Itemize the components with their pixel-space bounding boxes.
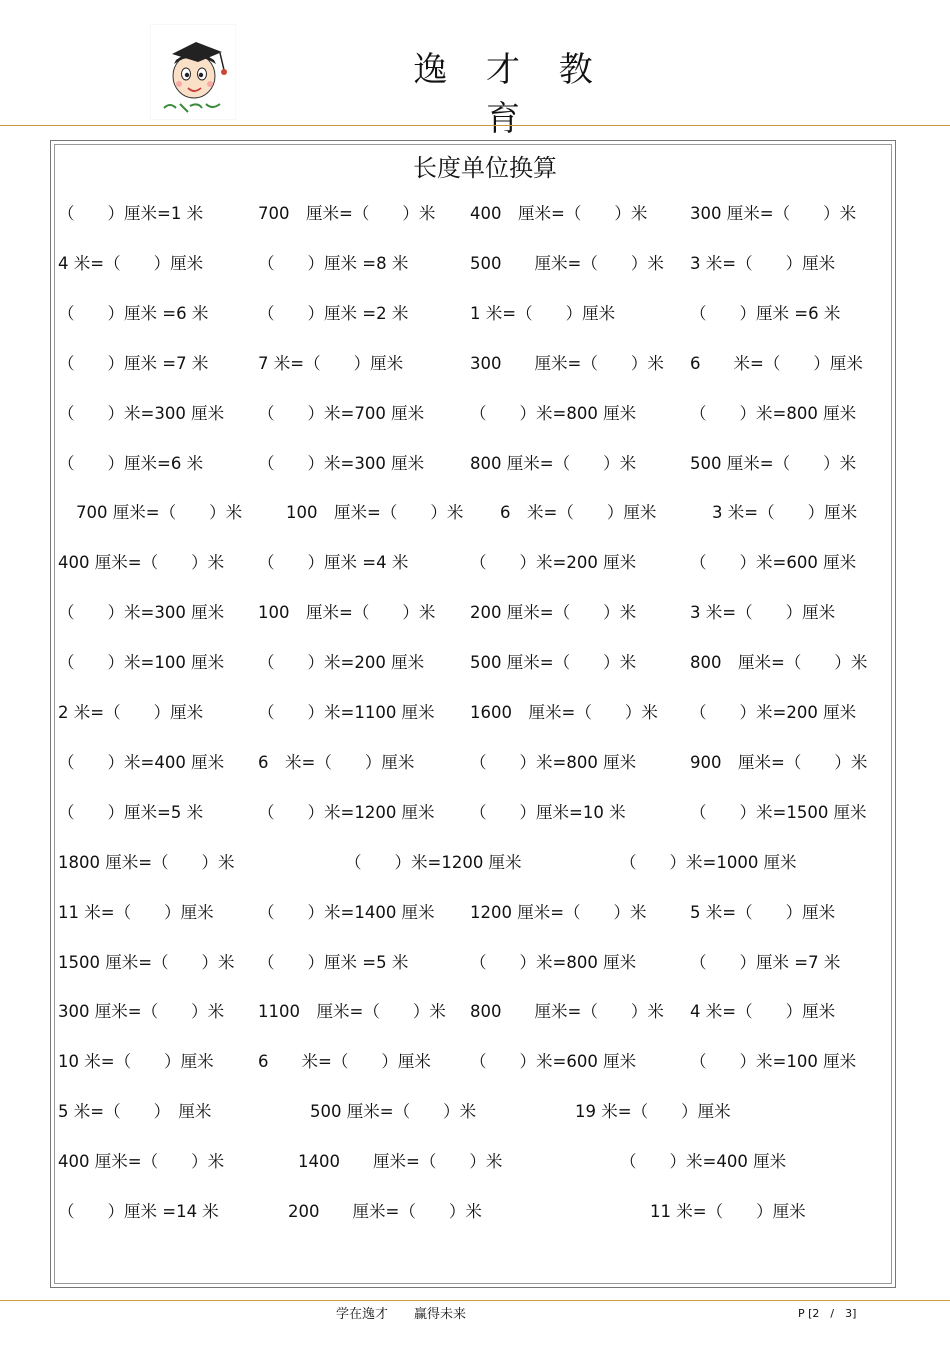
exercise-item: 300 厘米=（ ）米 — [470, 353, 664, 373]
exercise-item: （ ）厘米=5 米 — [58, 802, 204, 822]
exercise-item: （ ）米=700 厘米 — [258, 403, 425, 423]
exercise-item: 6 米=（ ）厘米 — [690, 353, 863, 373]
exercise-item: （ ）厘米=6 米 — [58, 453, 204, 473]
exercise-row — [0, 351, 950, 377]
exercise-row — [0, 550, 950, 576]
exercise-item: 200 厘米=（ ）米 — [288, 1202, 482, 1221]
exercise-item: （ ）米=1200 厘米 — [258, 802, 435, 822]
exercise-row — [0, 700, 950, 726]
exercise-item: （ ）米=1000 厘米 — [620, 852, 797, 872]
exercise-item: 6 米=（ ）厘米 — [258, 1052, 431, 1072]
exercise-item: 500 厘米=（ ）米 — [690, 453, 857, 473]
exercise-item: （ ）厘米 =14 米 — [58, 1202, 219, 1221]
exercise-row — [0, 650, 950, 676]
exercise-item: （ ）米=800 厘米 — [470, 403, 637, 423]
exercise-item: （ ）米=200 厘米 — [470, 553, 637, 573]
exercise-item: 500 厘米=（ ）米 — [470, 653, 637, 673]
exercise-row — [0, 800, 950, 826]
exercise-row — [0, 750, 950, 776]
exercise-item: 1 米=（ ）厘米 — [470, 303, 616, 323]
exercise-item: 500 厘米=（ ）米 — [470, 253, 664, 273]
exercise-row — [0, 500, 950, 526]
exercise-row — [0, 600, 950, 626]
exercise-item: （ ）米=600 厘米 — [470, 1052, 637, 1072]
exercise-row — [0, 1049, 950, 1075]
exercise-item: （ ）厘米 =2 米 — [258, 303, 409, 323]
exercise-item: 6 米=（ ）厘米 — [500, 503, 657, 523]
logo — [150, 24, 236, 120]
exercise-item: （ ）厘米 =7 米 — [58, 353, 209, 373]
exercise-item: （ ）厘米 =6 米 — [58, 303, 209, 323]
exercise-item: 300 厘米=（ ）米 — [690, 204, 857, 223]
exercise-item: （ ）米=300 厘米 — [58, 603, 225, 623]
exercise-row — [0, 1149, 950, 1175]
exercise-row — [0, 201, 950, 227]
exercise-row — [0, 999, 950, 1025]
exercise-item: （ ）米=100 厘米 — [58, 653, 225, 673]
exercise-row — [0, 1199, 950, 1225]
exercise-item: 4 米=（ ）厘米 — [690, 1002, 836, 1022]
brand-title: 逸 才 教 育 — [413, 50, 607, 139]
exercise-item: （ ）米=800 厘米 — [470, 952, 637, 972]
exercise-item: 3 米=（ ）厘米 — [690, 253, 836, 273]
exercise-item: 11 米=（ ）厘米 — [58, 902, 214, 922]
exercise-item: 5 米=（ ） 厘米 — [58, 1102, 212, 1122]
worksheet-title: 长度单位换算 — [413, 154, 557, 182]
exercise-item: 100 厘米=（ ）米 — [258, 603, 436, 623]
exercise-item: 400 厘米=（ ）米 — [58, 553, 225, 573]
exercise-item: （ ）厘米 =8 米 — [258, 253, 409, 273]
exercise-item: （ ）米=200 厘米 — [690, 703, 857, 722]
exercise-item: （ ）厘米=10 米 — [470, 802, 626, 822]
exercise-item: 1800 厘米=（ ）米 — [58, 852, 235, 872]
exercise-item: 7 米=（ ）厘米 — [258, 353, 404, 373]
exercise-row — [0, 950, 950, 976]
exercise-item: （ ）厘米 =5 米 — [258, 952, 409, 972]
footer-slogan: 学在逸才 赢得未来 — [336, 1307, 467, 1322]
exercise-item: 5 米=（ ）厘米 — [690, 902, 836, 922]
exercise-item: 700 厘米=（ ）米 — [258, 204, 436, 223]
exercise-item: 1400 厘米=（ ）米 — [298, 1152, 503, 1172]
exercise-item: 100 厘米=（ ）米 — [286, 503, 464, 523]
exercise-item: 400 厘米=（ ）米 — [470, 204, 648, 223]
exercise-item: 10 米=（ ）厘米 — [58, 1052, 214, 1072]
exercise-item: （ ）米=1500 厘米 — [690, 802, 867, 822]
exercise-row — [0, 301, 950, 327]
exercise-row — [0, 401, 950, 427]
exercise-item: （ ）米=1400 厘米 — [258, 902, 435, 922]
exercise-row — [0, 1099, 950, 1125]
exercise-item: （ ）米=800 厘米 — [690, 403, 857, 423]
exercise-item: （ ）米=100 厘米 — [690, 1052, 857, 1072]
exercise-item: （ ）米=300 厘米 — [58, 403, 225, 423]
exercise-item: 2 米=（ ）厘米 — [58, 703, 204, 722]
footer-rule — [0, 1300, 950, 1301]
exercise-item: 500 厘米=（ ）米 — [310, 1102, 477, 1122]
exercise-item: （ ）米=800 厘米 — [470, 752, 637, 772]
exercise-item: 19 米=（ ）厘米 — [575, 1102, 731, 1122]
exercise-item: 1500 厘米=（ ）米 — [58, 952, 235, 972]
exercise-item: （ ）米=400 厘米 — [620, 1152, 787, 1172]
exercise-item: （ ）厘米 =4 米 — [258, 553, 409, 573]
exercise-item: 800 厘米=（ ）米 — [690, 653, 868, 673]
exercise-item: 1200 厘米=（ ）米 — [470, 902, 647, 922]
exercise-item: 300 厘米=（ ）米 — [58, 1002, 225, 1022]
exercise-row — [0, 451, 950, 477]
exercise-item: 800 厘米=（ ）米 — [470, 453, 637, 473]
page-number: P [2 / 3] — [798, 1307, 857, 1320]
exercise-row — [0, 850, 950, 876]
exercise-item: （ ）米=1100 厘米 — [258, 703, 435, 722]
exercise-item: （ ）厘米=1 米 — [58, 204, 204, 223]
exercise-item: 400 厘米=（ ）米 — [58, 1152, 225, 1172]
exercise-item: （ ）米=600 厘米 — [690, 553, 857, 573]
exercise-item: （ ）米=1200 厘米 — [345, 852, 522, 872]
exercise-item: 200 厘米=（ ）米 — [470, 603, 637, 623]
exercise-item: （ ）米=200 厘米 — [258, 653, 425, 673]
exercise-item: 1600 厘米=（ ）米 — [470, 703, 658, 722]
exercise-item: 6 米=（ ）厘米 — [258, 752, 415, 772]
exercise-item: 700 厘米=（ ）米 — [76, 503, 243, 523]
exercise-item: 900 厘米=（ ）米 — [690, 752, 868, 772]
exercise-item: （ ）米=400 厘米 — [58, 752, 225, 772]
exercise-item: 1100 厘米=（ ）米 — [258, 1002, 446, 1022]
exercise-item: （ ）厘米 =7 米 — [690, 952, 841, 972]
exercise-item: 4 米=（ ）厘米 — [58, 253, 204, 273]
exercise-item: 3 米=（ ）厘米 — [690, 603, 836, 623]
exercise-row — [0, 251, 950, 277]
exercise-item: 3 米=（ ）厘米 — [712, 503, 858, 523]
exercise-row — [0, 900, 950, 926]
header-rule — [0, 125, 950, 126]
exercise-item: 800 厘米=（ ）米 — [470, 1002, 664, 1022]
exercise-item: 11 米=（ ）厘米 — [650, 1202, 806, 1221]
exercise-item: （ ）厘米 =6 米 — [690, 303, 841, 323]
exercise-item: （ ）米=300 厘米 — [258, 453, 425, 473]
